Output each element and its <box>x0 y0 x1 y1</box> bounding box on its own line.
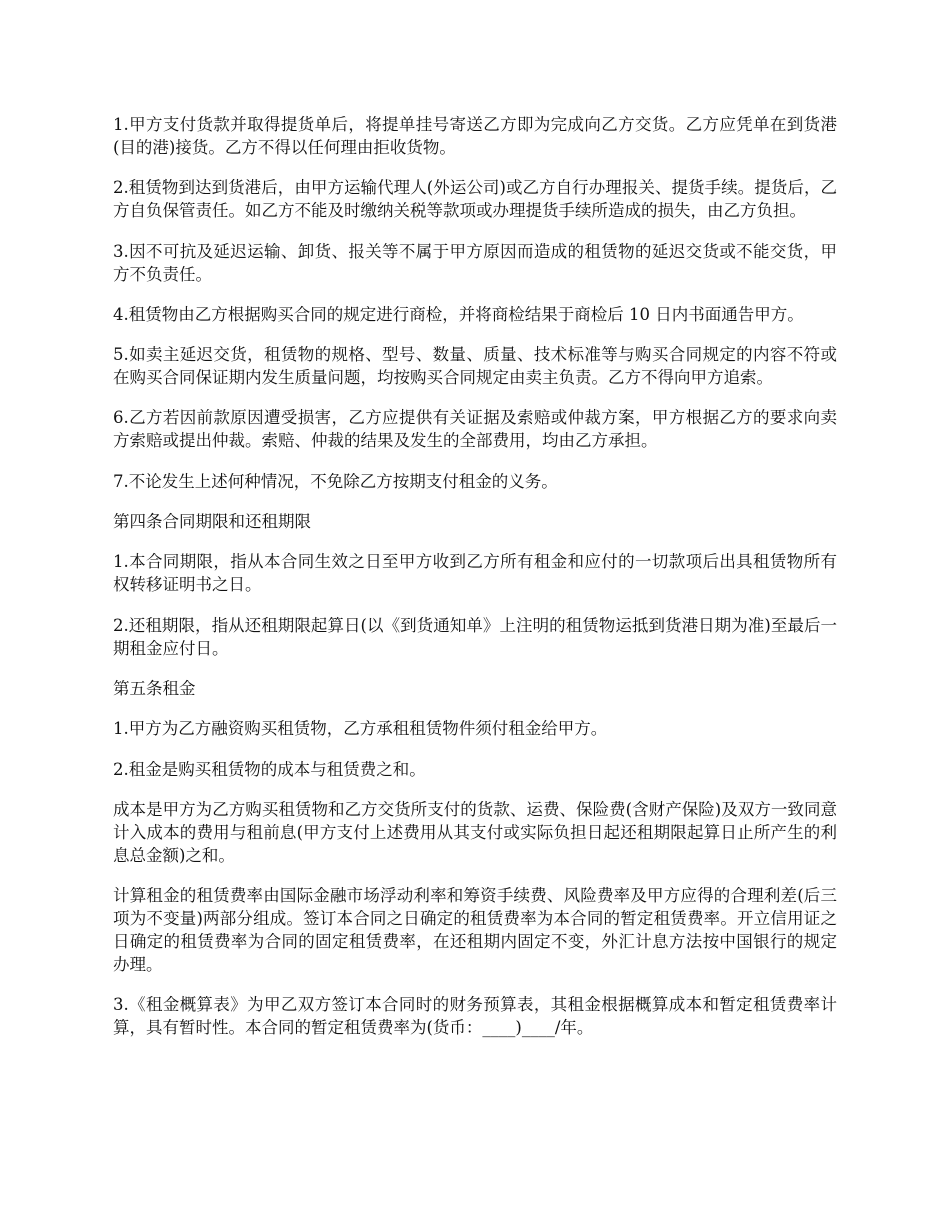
paragraph: 3.因不可抗及延迟运输、卸货、报关等不属于甲方原因而造成的租赁物的延迟交货或不能交货，甲方不负责任。 <box>113 241 837 284</box>
document-body <box>113 113 837 1057</box>
paragraph: 2.租金是购买租赁物的成本与租赁费之和。 <box>113 759 426 779</box>
paragraph: 1.本合同期限，指从本合同生效之日至甲方收到乙方所有租金和应付的一切款项后出具租赁物所有权转移证明书之日。 <box>113 552 837 595</box>
paragraph: 1.甲方支付货款并取得提货单后，将提单挂号寄送乙方即为完成向乙方交货。乙方应凭单在到货港(目的港)接货。乙方不得以任何理由拒收货物。 <box>113 115 837 157</box>
paragraph: 5.如卖主延迟交货，租赁物的规格、型号、数量、质量、技术标准等与购买合同规定的内容不符或在购买合同保证期内发生质量问题，均按购买合同规定由卖主负责。乙方不得向甲方追索。 <box>113 345 837 388</box>
paragraph: 1.甲方为乙方融资购买租赁物，乙方承租租赁物件须付租金给甲方。 <box>113 719 608 739</box>
paragraph: 4.租赁物由乙方根据购买合同的规定进行商检，并将商检结果于商检后 10 日内书面通告甲方。 <box>113 304 804 324</box>
paragraph: 2.还租期限，指从还租期限起算日(以《到货通知单》上注明的租赁物运抵到货港日期为准)至最后一期租金应付日。 <box>113 615 837 658</box>
paragraph: 计算租金的租赁费率由国际金融市场浮动利率和筹资手续费、风险费率及甲方应得的合理利差(后三项为不变量)两部分组成。签订本合同之日确定的租赁费率为本合同的暂定租赁费率。开立信用证之日确定的租赁费率为合同的固定租赁费率，在还租期内固定不变，外汇计息方法按中国银行的规定办理。 <box>113 886 837 975</box>
paragraph: 7.不论发生上述何种情况，不免除乙方按期支付租金的义务。 <box>113 471 558 491</box>
paragraph: 6.乙方若因前款原因遭受损害，乙方应提供有关证据及索赔或仲裁方案，甲方根据乙方的要求向卖方索赔或提出仲裁。索赔、仲裁的结果及发生的全部费用，均由乙方承担。 <box>113 408 837 451</box>
paragraph: 2.租赁物到达到货港后，由甲方运输代理人(外运公司)或乙方自行办理报关、提货手续。提货后，乙方自负保管责任。如乙方不能及时缴纳关税等款项或办理提货手续所造成的损失，由乙方负担。 <box>113 178 837 221</box>
section-heading: 第四条合同期限和还租期限 <box>113 512 311 532</box>
section-heading: 第五条租金 <box>113 678 196 698</box>
paragraph: 3.《租金概算表》为甲乙双方签订本合同时的财务预算表，其租金根据概算成本和暂定租赁费率计算，具有暂时性。本合同的暂定租赁费率为(货币：____)____/年。 <box>113 995 837 1038</box>
paragraph: 成本是甲方为乙方购买租赁物和乙方交货所支付的货款、运费、保险费(含财产保险)及双方一致同意计入成本的费用与租前息(甲方支付上述费用从其支付或实际负担日起还租期限起算日止所产生的利息总金额)之和。 <box>113 799 837 865</box>
